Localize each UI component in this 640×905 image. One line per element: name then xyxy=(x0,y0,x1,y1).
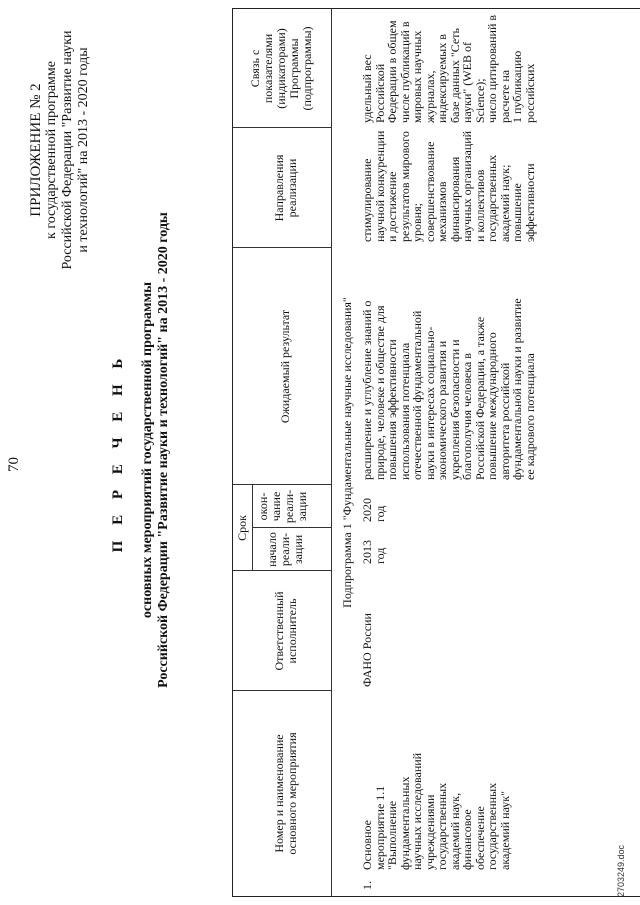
row-name: Основное мероприятие 1.1 "Выполнение фундаментальных научных исследований учреждениями государственных академий наук, финансовое обеспечение государственных академий наук" xyxy=(360,752,512,870)
row-number: 1. xyxy=(360,881,374,890)
measures-table xyxy=(232,8,640,897)
header-period: Срок xyxy=(235,515,249,541)
row-result: расширение и углубление знаний о природе, человеке и обществе для повышения эффективности использования потенциала отечественной фундаментальной науки в интересах социально- экономического развития и укрепления безопасности и благополучия человека в Российской Федерации, а также повышение международного авторитета российской фундаментальной науки и развитие ее кадрового потенциала xyxy=(360,298,537,480)
header-executor: Ответственный исполнитель xyxy=(272,591,299,671)
row-executor: ФАНО России xyxy=(360,613,374,687)
file-stamp: 2703249.doc xyxy=(616,844,626,897)
subprogram-title: Подпрограмма 1 "Фундаментальные научные исследования" xyxy=(340,297,354,608)
header-directions: Направления реализации xyxy=(272,154,299,222)
appendix-text: к государственной программе Российской Федерации "Развитие науки и технологий" на 2013 - 2020 годы xyxy=(44,30,91,270)
appendix-block xyxy=(28,15,92,285)
document-heading: П Е Р Е Ч Е Н Ь xyxy=(110,352,126,553)
row-start: 2013 год xyxy=(360,540,387,564)
page-number: 70 xyxy=(6,457,22,472)
row-link: удельный вес Российской Федерации в общем числе публикаций в мировых научных журналах, индексируемых в базе данных "Сеть науки" (WEB of Science); число цитирований в расчете на 1 публикацию российских xyxy=(360,14,537,123)
header-link: Связь с показателями (индикаторами) Программы (подпрограммы) xyxy=(248,26,314,111)
header-end: окон- чание реали- зации xyxy=(256,489,309,524)
header-name: Номер и наименование основного мероприятия xyxy=(272,732,299,855)
header-start: начало реали- зации xyxy=(265,532,305,567)
document-title-line1: основных мероприятий государственной программы xyxy=(140,281,155,619)
header-bottom-line xyxy=(331,9,332,896)
header-result: Ожидаемый результат xyxy=(278,309,292,424)
period-divider xyxy=(252,485,253,571)
row-end: 2020 год xyxy=(360,498,387,522)
document-title-line2: Российской Федерации "Развитие науки и технологий" на 2013 - 2020 годы xyxy=(156,212,171,688)
document-title xyxy=(140,125,172,775)
appendix-title: ПРИЛОЖЕНИЕ № 2 xyxy=(28,83,44,217)
row-directions: стимулирование научной конкуренции и достижение результатов мирового уровня; совершенствование механизмов финансирования научных организаций и коллективов государственных академий наук; повышение эффективности xyxy=(360,130,537,242)
